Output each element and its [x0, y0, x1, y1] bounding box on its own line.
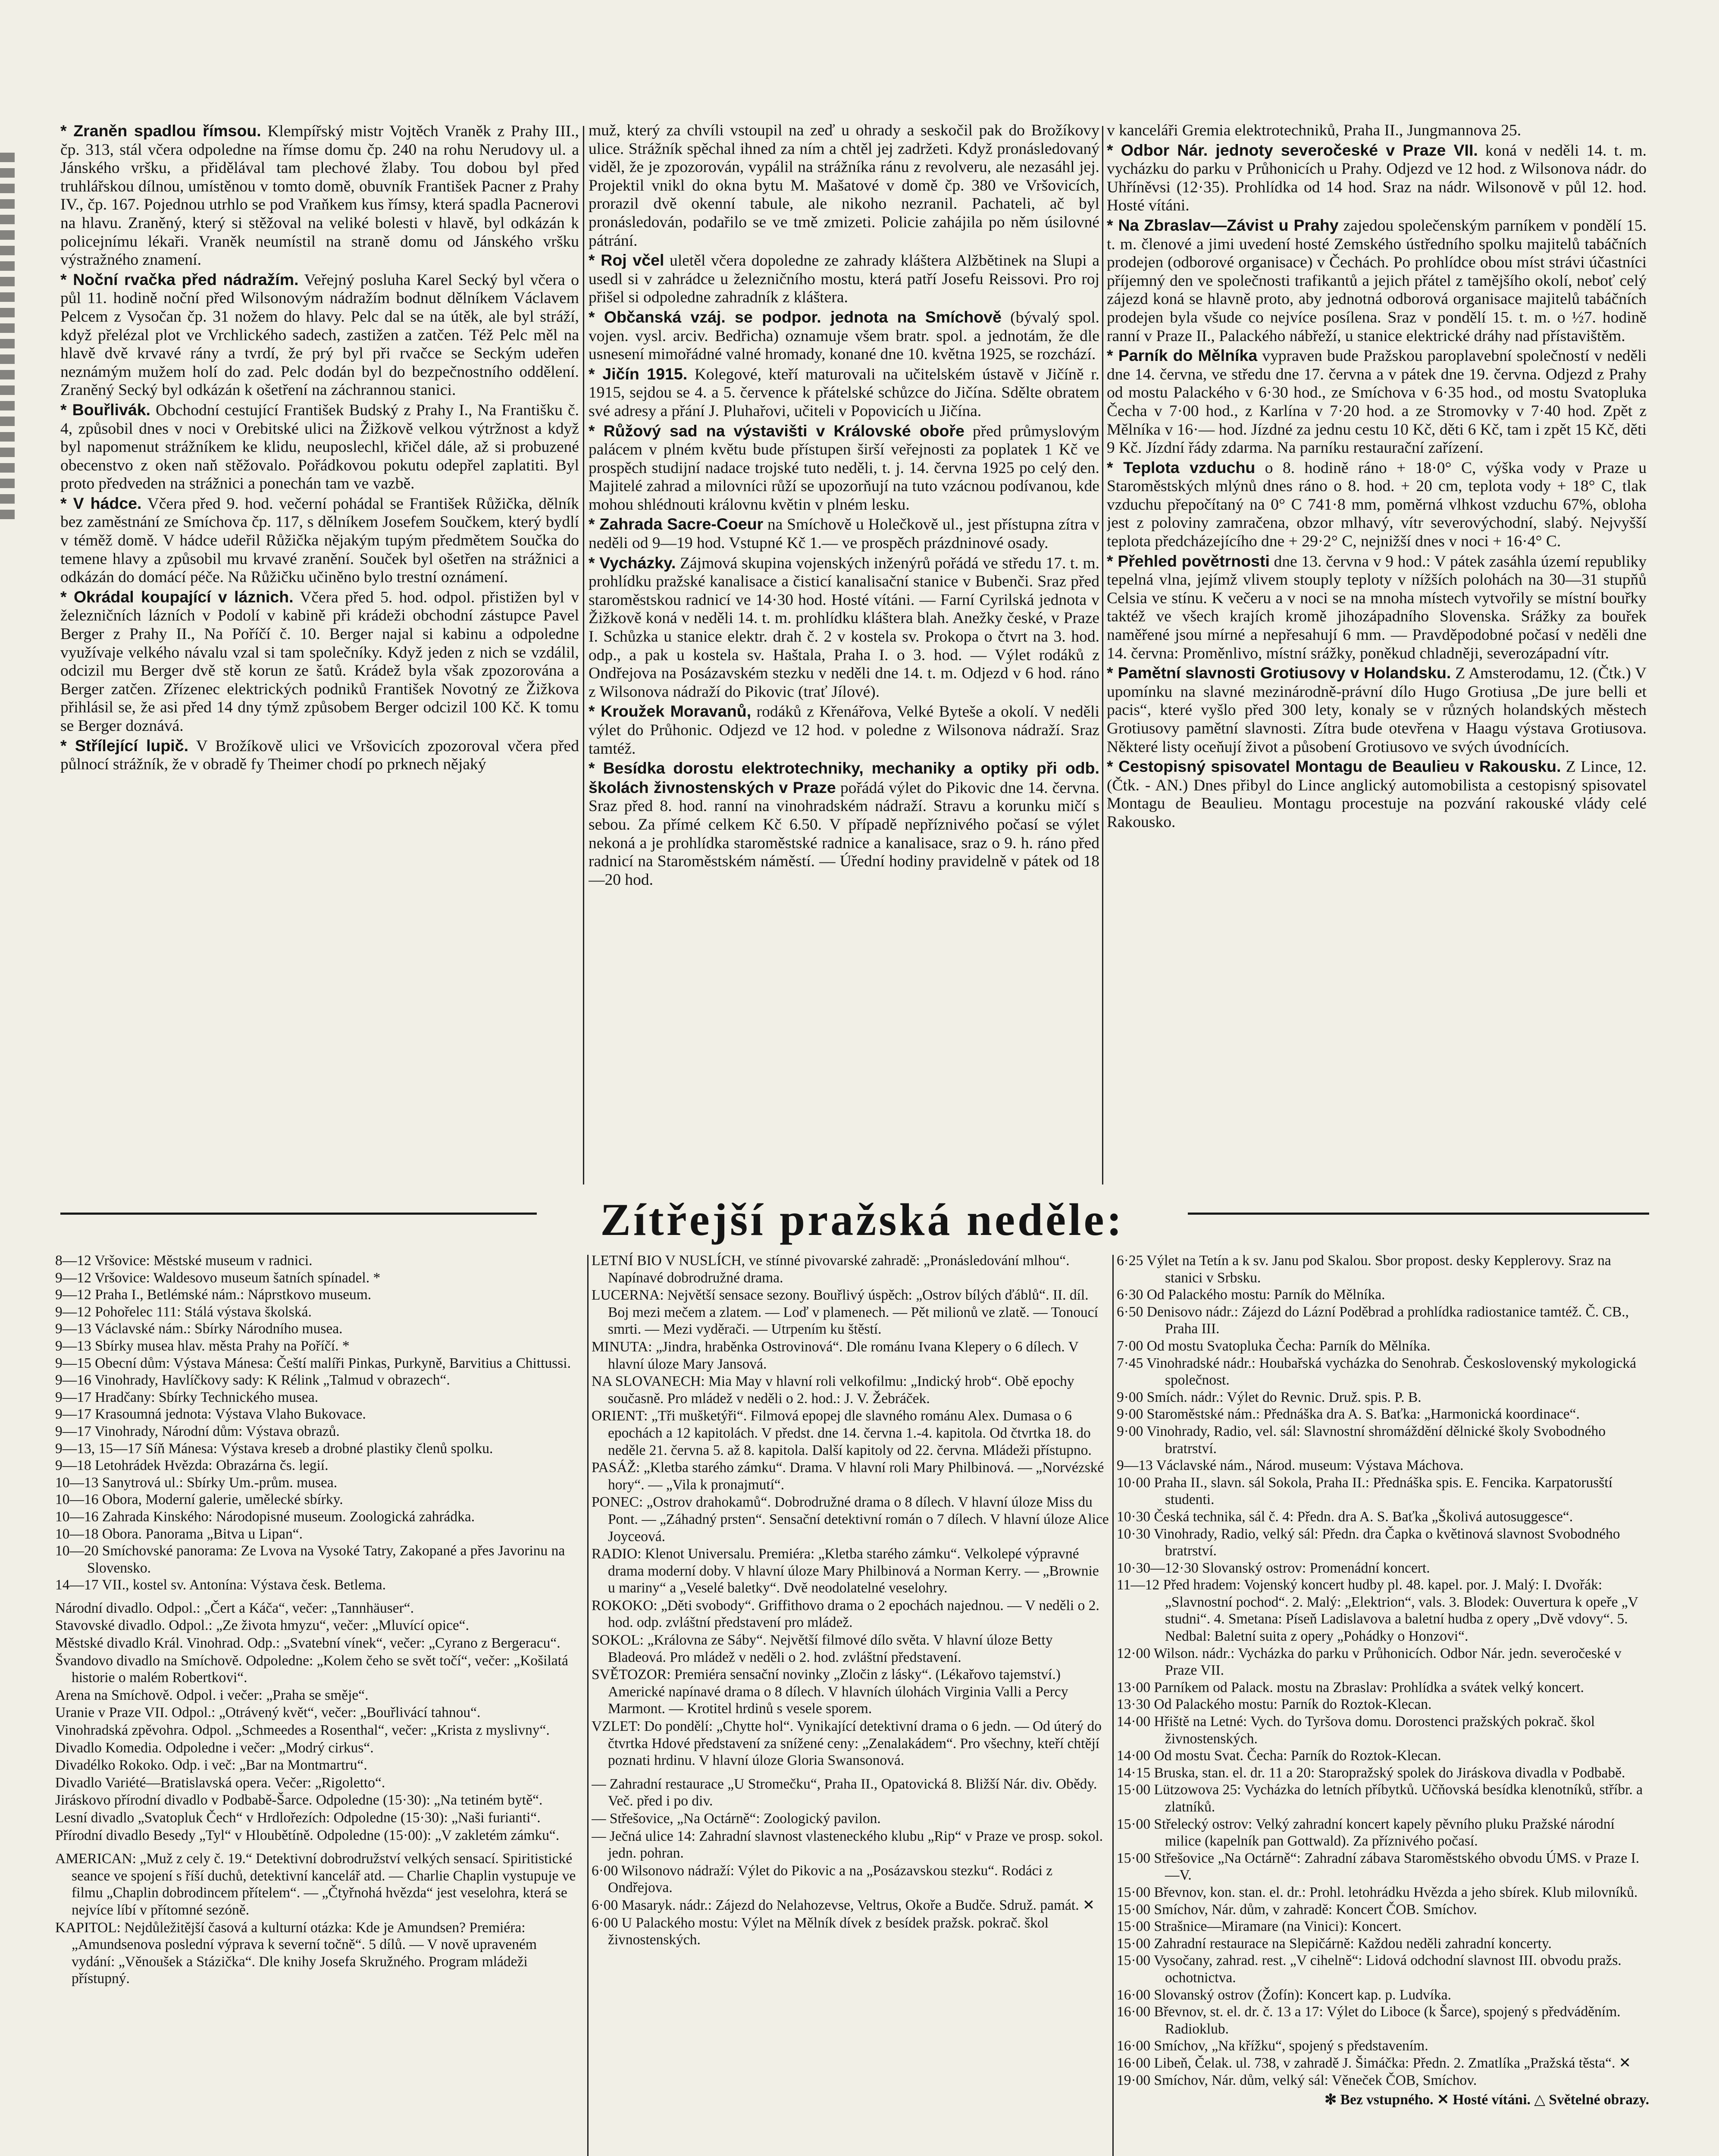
news-column-1	[60, 122, 579, 1185]
news-item-heading: * Teplota vzduchu	[1107, 458, 1256, 476]
cinema-entry: SVĚTOZOR: Premiéra sensační novinky „Zločin z lásky“. (Lékařovo tajemství.) Americké napínavé drama o 8 dílech. V hlavních úlohách Virginia Valli a Percy Marmont. — Krotitel hrdinů s vesele sporem.	[592, 1667, 1068, 1717]
news-item-body: Veřejný posluha Karel Secký byl včera o půl 11. hodině noční před Wilsonovým nádražím bodnut dělníkem Václavem Pelcem z Vysočan čp. 31 nožem do hlavy. Pelc dal se na útěk, ale byl stráží, když přelézal plot ve Vrchlického sadech, zastižen a zatčen. Též Pelc měl na hlavě dvě krvavé rány a tvrdí, že prý byl při rvačce se Seckým udeřen neznámým mužem holí do zad. Pelc dodán byl do bezpečnostního oddělení. Zraněný Secký byl odkázán k ošetření na záchrannou stanici.	[60, 271, 579, 399]
news-item	[589, 422, 1099, 514]
exhibition-entry: 9—17 Hradčany: Sbírky Technického musea.	[55, 1389, 319, 1405]
column-divider	[1112, 1255, 1114, 2156]
event-entry: 11—12 Před hradem: Vojenský koncert hudby pl. 48. kapel. por. J. Malý: I. Dvořák: „Slavnostní pochod“. 2. Malý: „Elektrion“, vals. 3. Blodek: Ouvertura k opeře „V studni“. 4. Smetana: Píseň Ladislavova a baletní hudba z opery „Dvě vdovy“. 5. Nedbal: Baletní suita z opery „Pohádky o Honzovi“.	[1117, 1577, 1638, 1645]
event-entry: 16·00 Slovanský ostrov (Žofín): Koncert kap. p. Ludvíka.	[1117, 1987, 1451, 2003]
news-item-body: zajedou společenským parníkem v pondělí 15. t. m. členové a jimi uvedení hosté Zemského ústředního spolku majitelů tabáčních prodejen (odborové organisace) v Čechách. Po prohlídce obou míst strávi účastníci příjemný den ve společnosti trafikantů a jejich přátel z tamějšího okolí, neboť celý zájezd koná se hlavně proto, aby jednotná odborová organisace majitelů tabáčních prodejen byla všude co nejvíce posílena. Sraz v pondělí 15. t. m. o ½7. hodině ranní v Praze II., Palackého nábřeží, u stanice elektrické dráhy nad přístavištěm.	[1107, 216, 1647, 345]
event-entry: 15·00 Strašnice—Miramare (na Vinici): Koncert.	[1117, 1918, 1402, 1935]
exhibition-entry: 9—16 Vinohrady, Havlíčkovy sady: K Rélink „Talmud v obrazech“.	[55, 1372, 450, 1388]
cinema-entry: ORIENT: „Tři mušketýři“. Filmová epopej dle slavného románu Alex. Dumasa o 6 epochách a 12 kapitolách. V předst. dne 14. června 1.-4. kapitola. Od čtvrtka 18. do neděle 21. června 5. až 8. kapitola. Další kapitoly od 22. června. Mládeži přístupno.	[592, 1408, 1092, 1458]
exhibition-entry: 9—17 Krasoumná jednota: Výstava Vlaho Bukovace.	[55, 1406, 366, 1423]
exhibition-entry: 10—13 Sanytrová ul.: Sbírky Um.-prům. musea.	[55, 1474, 338, 1491]
exhibition-entry: 8—12 Vršovice: Městské museum v radnici.	[55, 1253, 313, 1269]
theatre-entry: Divadlo Komedia. Odpoledne i večer: „Modrý cirkus“.	[55, 1739, 374, 1756]
cinema-entry: NA SLOVANECH: Mia May v hlavní roli velkofilmu: „Indický hrob“. Obě epochy současně. Pro mládež v neděli o 2. hod.: J. V. Žebráček.	[592, 1373, 1074, 1407]
news-item-heading: * Bouřlivák.	[60, 400, 150, 419]
cinema-entry: AMERICAN: „Muž z cely č. 19.“ Detektivní dobrodružství velkých sensací. Spiritistické seance ve spojení s říší duchů, detektivní kancelář atd. — Charlie Chaplin vystupuje ve filmu „Chaplin dobrodincem přítelem“. — „Čtyřnohá hvězda“ jest veselohra, která se nejvíce líbí v přítomné sezóně.	[55, 1851, 576, 1918]
column-divider	[587, 1255, 589, 2156]
theatre-entry: Stavovské divadlo. Odpol.: „Ze života hmyzu“, večer: „Mluvící opice“.	[55, 1617, 470, 1634]
cinema-entry: LETNÍ BIO V NUSLÍCH, ve stínné pivovarské zahradě: „Pronásledování mlhou“. Napínavé dobrodružné drama.	[592, 1253, 1070, 1286]
event-entry: 15·00 Střelecký ostrov: Velký zahradní koncert kapely pěvního pluku Pražské národní milice (kapelník pan Gottwald). Za příznivého počasí.	[1117, 1816, 1615, 1849]
news-item-heading: * Kroužek Moravanů,	[589, 702, 751, 721]
news-item-body: muž, který za chvíli vstoupil na zeď u ohrady a seskočil pak do Brožíkovy ulice. Strážník spěchal ihned za ním a chtěl jej zadržeti. Když pronásledovaný viděl, že je zpozorován, vypálil na strážníka ránu z revolveru, ale nezasáhl jej. Projektil vnikl do okna bytu M. Mašatové v domě čp. 380 ve Vršovicích, prorazil dvě okenní tabule, ale nikoho nezranil. Pachateli, ač byl pronásledován, podařilo se ve tmě zmizeti. Policie zahájila po něm úsilovné pátrání.	[589, 122, 1099, 250]
cinema-entry: PONEC: „Ostrov drahokamů“. Dobrodružné drama o 8 dílech. V hlavní úloze Miss du Pont. — „Záhadný prsten“. Sensační detektivní román o 7 dílech. V hlavní úloze Alice Joyceová.	[592, 1494, 1109, 1545]
news-item-heading: * Odbor Nár. jednoty severočeské v Praze VII.	[1107, 141, 1478, 159]
calendar-column-3	[1117, 1252, 1649, 2156]
event-entry: 12·00 Wilson. nádr.: Vycházka do parku v Průhonicích. Odbor Nár. jedn. severočeské v Praze VII.	[1117, 1645, 1622, 1679]
news-item-body: V Brožíkově ulici ve Vršovicích zpozoroval včera před půlnocí strážník, že v obradě fy Theimer chodí po prknech nějaký	[60, 737, 579, 774]
event-entry: 15·00 Břevnov, kon. stan. el. dr.: Prohl. letohrádku Hvězda a jeho sbírek. Klub milovníků.	[1117, 1884, 1638, 1900]
cinema-entry: PASÁŽ: „Kletba starého zámku“. Drama. V hlavní roli Mary Philbinová. — „Norvézské hory“. — „Vila k pronajmutí“.	[592, 1460, 1104, 1493]
theatre-entry: Lesní divadlo „Svatopluk Čech“ v Hrdlořezích: Odpoledne (15·30): „Naši furianti“.	[55, 1810, 541, 1826]
event-entry: 7·45 Vinohradské nádr.: Houbařská vycházka do Senohrab. Československý mykologická společnost.	[1117, 1355, 1636, 1388]
event-entry: — Zahradní restaurace „U Stromečku“, Praha II., Opatovická 8. Bližší Nár. div. Obědy. Več. před i po div.	[592, 1776, 1097, 1809]
theatre-entry: Národní divadlo. Odpol.: „Čert a Káča“, večer: „Tannhäuser“.	[55, 1600, 414, 1616]
news-item	[1107, 552, 1647, 663]
news-item-body: pořádá výlet do Pikovic dne 14. června. Sraz před 8. hod. ranní na vinohradském nádraží. Stravu a korunku mičí s sebou. Za přímé celkem Kč 6.50. V případě nepříznivého počasí se výlet nekoná a je prohlídka staroměstské radnice a kanalisace, sraz o 9. h. ráno před radnicí na Staroměstském náměstí. — Úřední hodiny pravidelně v pátek od 18—20 hod.	[589, 779, 1099, 889]
calendar-column-1	[55, 1252, 583, 2156]
event-entry: 16·00 Břevnov, st. el. dr. č. 13 a 17: Výlet do Liboce (k Šarce), spojený s předváděním. Radioklub.	[1117, 2004, 1621, 2037]
news-item	[60, 270, 579, 400]
column-divider	[583, 126, 584, 1185]
news-item-body: dne 13. června v 9 hod.: V pátek zasáhla území republiky tepelná vlna, jejímž vlivem stouply teploty v nížších polohách na 30—31 stupňů Celsia ve stínu. K večeru a v noci se na mnoha místech vytvořily se místní bouřky taktéž ve všech krajích kromě jihozápadního Slovenska. Srážky za bouřek naměřené jsou mírné a nepřesahují 6 mm. — Pravděpodobné počasí v neděli dne 14. června: Proměnlivo, místní srážky, poněkud chladněji, severozápadní vítr.	[1107, 552, 1647, 662]
news-item	[1107, 141, 1647, 215]
news-item	[1107, 346, 1647, 458]
news-item	[589, 251, 1099, 307]
event-entry: 15·00 Lützowova 25: Vycházka do letních příbytků. Učňovská besídka klenotníků, stříbr. a zlatníků.	[1117, 1782, 1643, 1815]
event-entry: 10·30—12·30 Slovanský ostrov: Promenádní koncert.	[1117, 1560, 1430, 1576]
exhibition-entry: 10—16 Obora, Moderní galerie, umělecké sbírky.	[55, 1492, 343, 1508]
theatre-entry: Uranie v Praze VII. Odpol.: „Otrávený květ“, večer: „Bouřlivácí tahnou“.	[55, 1705, 481, 1721]
exhibition-entry: 9—17 Vinohrady, Národní dům: Výstava obrazů.	[55, 1423, 340, 1439]
symbol-legend: ✻ Bez vstupného. ✕ Hosté vítáni. △ Světelné obrazy.	[1324, 2092, 1649, 2108]
exhibition-entry: 9—15 Obecní dům: Výstava Mánesa: Čeští malíři Pinkas, Purkyně, Barvitius a Chittussi.	[55, 1355, 571, 1371]
news-item-heading: * V hádce.	[60, 494, 142, 512]
cinema-entry: MINUTA: „Jindra, hraběnka Ostrovinová“. Dle románu Ivana Klepery o 6 dílech. V hlavní úloze Mary Jansová.	[592, 1338, 1079, 1372]
event-entry: 19·00 Smíchov, Nár. dům, velký sál: Věneček ČOB, Smíchov.	[1117, 2072, 1477, 2088]
event-entry: 9—13 Václavské nám., Národ. museum: Výstava Máchova.	[1117, 1457, 1464, 1474]
news-item-heading: * Okrádal koupající v láznich.	[60, 587, 294, 606]
event-entry: 10·30 Vinohrady, Radio, velký sál: Předn. dra Čapka o květinová slavnost Svobodného bratrství.	[1117, 1526, 1620, 1559]
spacer	[55, 1594, 583, 1600]
event-entry: 10·00 Praha II., slavn. sál Sokola, Praha II.: Přednáška spis. E. Fencika. Karpatorusští studenti.	[1117, 1474, 1613, 1508]
news-item	[589, 122, 1099, 250]
news-item-heading: * Střílející lupič.	[60, 736, 189, 755]
event-entry: 6·30 Od Palackého mostu: Parník do Mělníka.	[1117, 1287, 1385, 1303]
event-entry: 16·00 Smíchov, „Na křížku“, spojený s představením.	[1117, 2038, 1428, 2054]
news-item-heading: * Parník do Mělníka	[1107, 346, 1258, 365]
news-item-heading: * Vycházky.	[589, 553, 676, 572]
news-item-body: Z Amsterodamu, 12. (Čtk.) V upomínku na slavné mezinárodně-právní dílo Hugo Grotiusa „De jure belli et pacis“, které vyšlo před 300 lety, konaly se v různých holandských městech Grotiusovy pamětní slavnosti. Zítra bude otevřena v Haagu výstava Grotiusova. Některé listy oceňují život a působení Grotiusovo ve svých úvodnících.	[1107, 664, 1647, 756]
cinema-entry: VZLET: Do pondělí: „Chytte hol“. Vynikající detektivní drama o 6 jedn. — Od úterý do čtvrtka Hdové představení za snížené ceny: „Zenalakádem“. Pro všechny, kteří chtějí poznati hrdinu. V hlavní úloze Gloria Swansonová.	[592, 1718, 1102, 1769]
event-entry: 14·00 Od mostu Svat. Čecha: Parník do Roztok-Klecan.	[1117, 1748, 1441, 1764]
event-entry: 9·00 Staroměstské nám.: Přednáška dra A. S. Baťka: „Harmonická koordinace“.	[1117, 1406, 1580, 1423]
calendar-column-2	[592, 1252, 1109, 2156]
page-edge-marks	[0, 147, 15, 664]
news-item-body: o 8. hodině ráno + 18·0° C, výška vody v Praze u Staroměstských mlýnů dnes ráno o 8. hod. + 20 cm, teplota vody + 18° C, tlak vzduchu přepočítaný na 0° C 741·8 mm, poměrná vlhkost vzduchu 67%, obloha jest z poloviny zamračena, obzor mlhavý, vítr severovýchodní, slabý. Nejvyšší teplota předcházejícího dne + 29·2° C, nejnižší dnes v noci + 16·4° C.	[1107, 459, 1647, 551]
event-entry: 6·00 Wilsonovo nádraží: Výlet do Pikovic a na „Posázavskou stezku“. Rodáci z Ondřejova.	[592, 1862, 1053, 1896]
news-item-heading: * Besídka dorostu elektrotechniky, mechaniky a optiky při odb. školách živnostenských v Praze	[589, 759, 1099, 796]
section-rule-right	[1188, 1213, 1649, 1215]
news-item-body: Z Lince, 12. (Čtk. - AN.) Dnes přibyl do Lince anglický automobilista a cestopisný spisovatel Montagu de Beaulieu. Montagu procestuje na pozvání rakouské vlády celé Rakousko.	[1107, 758, 1647, 831]
event-entry: 9·00 Vinohrady, Radio, vel. sál: Slavnostní shromáždění dělnické školy Svobodného bratrství.	[1117, 1423, 1606, 1457]
news-item	[60, 588, 579, 736]
exhibition-entry: 9—13 Václavské nám.: Sbírky Národního musea.	[55, 1321, 343, 1337]
spacer	[55, 1844, 583, 1850]
news-item-heading: * Přehled povětrnosti	[1107, 552, 1270, 570]
page-title: Zítřejší pražská neděle:	[600, 1194, 1124, 1245]
news-item	[1107, 458, 1647, 551]
news-column-2	[589, 122, 1099, 1185]
event-entry: 6·25 Výlet na Tetín a k sv. Janu pod Skalou. Sbor propost. desky Kepplerovy. Sraz na stanici v Srbsku.	[1117, 1253, 1611, 1286]
news-item	[60, 736, 579, 774]
news-item	[589, 365, 1099, 421]
event-entry: 9·00 Smích. nádr.: Výlet do Revnic. Druž. spis. P. B.	[1117, 1389, 1422, 1405]
news-item-heading: * Roj včel	[589, 251, 664, 270]
event-entry: 15·00 Smíchov, Nár. dům, v zahradě: Koncert ČOB. Smíchov.	[1117, 1901, 1477, 1918]
event-entry: 13·00 Parníkem od Palack. mostu na Zbraslav: Prohlídka a svátek velký koncert.	[1117, 1679, 1584, 1695]
news-item-body: před průmyslovým palácem v plném květu bude přístupen širší veřejnosti za poplatek 1 Kč ve prospěch studijní nadace trojské tuto neděli, t. j. 14. června 1925 po celý den. Majitelé zahrad a milovníci růží se upozorňují na tuto vzácnou podívanou, kde mohou shlédnouti královnu květin v plném lesku.	[589, 422, 1099, 514]
news-item-heading: * Jičín 1915.	[589, 364, 688, 383]
news-item-body: Klempířský mistr Vojtěch Vraněk z Prahy III., čp. 313, stál včera odpoledne na římse domu čp. 240 na rohu Nerudovy ul. a Jánského vršku, a přidělával tam plechové žlaby. Tou dobou byl před truhlářskou dílnou, umístěnou v tomto domě, obuvník František Pacner z Prahy IV., čp. 167. Pojednou utrhlo se pod Vraňkem kus římsy, která spadla Pacnerovi na hlavu. Zraněný, který si stěžoval na veliké bolesti v hlavě, byl odkázán k policejnímu lékaři. Vraněk neumístil na straně domu od Jánského vršku výstražného znamení.	[60, 122, 579, 269]
news-item-body: na Smíchově u Holečkově ul., jest přístupna zítra v neděli od 9—19 hod. Vstupné Kč 1.— ve prospěch prázdninové osady.	[589, 516, 1099, 552]
column-divider	[1102, 126, 1103, 1185]
cinema-entry: RADIO: Klenot Universalu. Premiéra: „Kletba starého zámku“. Velkolepé výpravné drama moderní doby. V hlavní úloze Mary Philbinová a Norman Kerry. — „Brownie u mariny“ a „Veselé baletky“. Dvě neodolatelné veselohry.	[592, 1546, 1099, 1596]
news-column-3	[1107, 122, 1647, 1185]
news-item	[589, 759, 1099, 889]
news-item	[589, 554, 1099, 702]
news-item-body: Obchodní cestující František Budský z Prahy I., Na Františku č. 4, způsobil dnes v noci v Orebitské ulici na Žižkově velkou výtržnost a když byl napomenut strážníkem ke klidu, neuposlechl, křičel dále, až si probuzené obecenstvo z oken naň stěžovalo. Pořádkovou pokutu odepřel zaplatiti. Byl proto předveden na strážnici a ponechán tam ve vazbě.	[60, 401, 579, 493]
exhibition-entry: 9—12 Vršovice: Waldesovo museum šatních spínadel. *	[55, 1269, 381, 1286]
event-entry: — Střešovice, „Na Octárně“: Zoologický pavilon.	[592, 1811, 881, 1827]
exhibition-entry: 9—12 Praha I., Betlémské nám.: Náprstkovo museum.	[55, 1287, 372, 1303]
news-item-body: Kolegové, kteří maturovali na učitelském ústavě v Jičíně r. 1915, sejdou se 4. a 5. července k přátelské schůzce do Jičína. Sdělte obratem své adresy a přání J. Pluhařovi, učiteli v Popovicích u Jičína.	[589, 365, 1099, 420]
news-item-body: Zájmová skupina vojenských inženýrů pořádá ve středu 17. t. m. prohlídku pražské kanalisace a čisticí kanalisační stanice v Bubenči. Sraz před staroměstskou radnicí ve 14·30 hod. Hosté vítáni. — Farní Cyrilská jednota v Žižkově koná v neděli 14. t. m. prohlídku kláštera blah. Anežky české, v Praze I. Schůzka u stanice elektr. drah č. 2 v kostela sv. Prokopa o čtvrt na 3. hod. odp., a pak u kostela sv. Haštala, Praha I. o 3. hod. — Výlet rodáků z Ondřejova na Posázavském stezku v neděli dne 14. t. m. Odjezd v 6 hod. ráno z Wilsonova nádraží do Pikovic (trať Jílové).	[589, 554, 1099, 701]
news-item	[589, 308, 1099, 364]
news-item	[1107, 122, 1647, 140]
event-entry: 6·50 Denisovo nádr.: Zájezd do Lázní Poděbrad a prohlídka radiostanice tamtéž. Č. CB., Praha III.	[1117, 1304, 1629, 1337]
event-entry: 6·00 Masaryk. nádr.: Zájezd do Nelahozevse, Veltrus, Okoře a Budče. Sdruž. památ. ✕	[592, 1897, 1095, 1913]
event-entry: 6·00 U Palackého mostu: Výlet na Mělník dívek z besídek pražsk. pokrač. škol živnostenských.	[592, 1915, 1049, 1948]
news-item-heading: * Zahrada Sacre-Coeur	[589, 515, 764, 533]
news-item-body: rodáků z Křenářova, Velké Byteše a okolí. V neděli výlet do Průhonic. Odjezd ve 12 hod. v poledne z Wilsonova nádraží. Sraz tamtéž.	[589, 703, 1099, 758]
section-rule-left	[60, 1213, 537, 1215]
news-item	[60, 401, 579, 493]
exhibition-entry: 14—17 VII., kostel sv. Antonína: Výstava česk. Betlema.	[55, 1577, 386, 1593]
news-item-heading: * Růžový sad na výstavišti v Královské oboře	[589, 421, 964, 440]
news-item	[1107, 664, 1647, 756]
event-entry: 14·15 Bruska, stan. el. dr. 11 a 20: Staropražský spolek do Jiráskova divadla v Podbabě.	[1117, 1764, 1625, 1781]
news-item	[1107, 757, 1647, 831]
news-item-heading: * Pamětní slavnosti Grotiusovy v Holandsku.	[1107, 664, 1451, 682]
news-item	[589, 702, 1099, 758]
event-entry: 15·00 Střešovice „Na Octárně“: Zahradní zábava Staroměstského obvodu ÚMS. v Praze I.—V.	[1117, 1850, 1640, 1883]
cinema-entry: SOKOL: „Královna ze Sáby“. Největší filmové dílo světa. V hlavní úloze Betty Bladeová. Pro mládež v neděli o 2. hod. zvláštní představení.	[592, 1632, 1053, 1665]
news-item-heading: * Cestopisný spisovatel Montagu de Beaulieu v Rakousku.	[1107, 757, 1561, 776]
exhibition-entry: 9—12 Pohořelec 111: Stálá výstava školská.	[55, 1304, 312, 1320]
theatre-entry: Přírodní divadlo Besedy „Tyl“ v Hloubětíně. Odpoledne (15·00): „V zakletém zámku“.	[55, 1827, 560, 1843]
theatre-entry: Švandovo divadlo na Smíchově. Odpoledne: „Kolem čeho se svět točí“, večer: „Košilatá historie o malém Robertkovi“.	[55, 1652, 568, 1686]
event-entry: — Ječná ulice 14: Zahradní slavnost vlasteneckého klubu „Rip“ v Praze ve prosp. sokol. jedn. pohran.	[592, 1828, 1103, 1861]
news-item	[60, 122, 579, 270]
event-entry: 16·00 Libeň, Čelak. ul. 738, v zahradě J. Šimáčka: Předn. 2. Zmatlíka „Pražská těsta“. ✕	[1117, 2055, 1631, 2071]
news-item	[60, 494, 579, 587]
cinema-entry: LUCERNA: Největší sensace sezony. Bouřlivý úspěch: „Ostrov bílých ďáblů“. II. díl. Boj mezi mečem a zlatem. — Loď v plamenech. — Pět milionů ve zlatě. — Tonoucí smrti. — Mezi vyděrači. — Utrpením ku štěstí.	[592, 1287, 1098, 1338]
exhibition-entry: 10—18 Obora. Panorama „Bitva u Lipan“.	[55, 1526, 303, 1542]
news-item-heading: * Noční rvačka před nádražím.	[60, 270, 299, 288]
spacer	[592, 1770, 1109, 1776]
event-entry: 15·00 Zahradní restaurace na Slepičárně: Každou neděli zahradní koncerty.	[1117, 1935, 1552, 1952]
theatre-entry: Divadlo Variété—Bratislavská opera. Večer: „Rigoletto“.	[55, 1774, 385, 1791]
theatre-entry: Městské divadlo Král. Vinohrad. Odp.: „Svatební vínek“, večer: „Cyrano z Bergeracu“.	[55, 1635, 560, 1651]
news-item-body: Včera před 9. hod. večerní pohádal se František Růžička, dělník bez zaměstnání ze Smíchova čp. 117, s dělníkem Josefem Součkem, který bydlí v téměž domě. V hádce udeřil Růžička nějakým tupým předmětem Součka do temene hlavy a způsobil mu krvavé zranění. Souček byl ošetřen na strážnici a odkázán do domácí péče. Na Růžičku učiněno bylo trestní oznámení.	[60, 495, 579, 586]
cinema-entry: KAPITOL: Nejdůležitější časová a kulturní otázka: Kde je Amundsen? Premiéra: „Amundsenova poslední výprava k severní točně“. 5 dílů. — V nově upraveném vydání: „Věnoušek a Stázička“. Dle knihy Josefa Skružného. Program mládeži přístupný.	[55, 1919, 537, 1987]
theatre-entry: Vinohradská zpěvohra. Odpol. „Schmeedes a Rosenthal“, večer: „Krista z myslivny“.	[55, 1722, 550, 1739]
event-entry: 13·30 Od Palackého mostu: Parník do Roztok-Klecan.	[1117, 1696, 1432, 1713]
theatre-entry: Arena na Smíchově. Odpol. i večer: „Praha se směje“.	[55, 1687, 369, 1703]
event-entry: 10·30 Česká technika, sál č. 4: Předn. dra A. S. Baťka „Školivá autosuggesce“.	[1117, 1508, 1573, 1525]
news-item-body: Včera před 5. hod. odpol. přistižen byl v železničních lázních v Podolí v kabině při krádeži obchodní zástupce Pavel Berger z Prahy II., Na Poříčí č. 10. Berger najal si kabinu a odpoledne využívaje velkého návalu vzal si tam společníky. Když jeden z nich se vzdálil, odcizil mu Berger dvě stě korun ze šatů. Krádež byla však zpozorována a Berger zatčen. Zřízenec elektrických podniků František Novotný ze Žižkova přihlásil se, že asi před 14 dny týmž způsobem Berger odcizil 100 Kč. K tomu se Berger doznává.	[60, 588, 579, 735]
news-item-body: koná v neděli 14. t. m. vycházku do parku v Průhonicích u Prahy. Odjezd ve 12 hod. z Wilsonova nádr. do Uhříněvsi (12·35). Prohlídka od 14 hod. Sraz na nádr. Wilsonově v půl 12. hod. Hosté vítáni.	[1107, 141, 1647, 215]
news-item	[589, 515, 1099, 552]
theatre-entry: Jiráskovo přírodní divadlo v Podbabě-Šarce. Odpoledne (15·30): „Na tetiném bytě“.	[55, 1792, 543, 1808]
exhibition-entry: 9—18 Letohrádek Hvězda: Obrazárna čs. legií.	[55, 1457, 329, 1474]
news-item-heading: * Zraněn spadlou římsou.	[60, 122, 261, 140]
exhibition-entry: 10—16 Zahrada Kinského: Národopisné museum. Zoologická zahrádka.	[55, 1508, 475, 1525]
exhibition-entry: 9—13, 15—17 Síň Mánesa: Výstava kreseb a drobné plastiky členů spolku.	[55, 1440, 493, 1457]
event-entry: 14·00 Hřiště na Letné: Vych. do Tyršova domu. Dorostenci pražských pokrač. škol živnostenských.	[1117, 1714, 1595, 1747]
news-item	[1107, 216, 1647, 345]
news-item-body: (bývalý spol. vojen. vysl. arciv. Bedřicha) oznamuje všem bratr. spol. a jednotám, že dle usnesení mimořádné valné hromady, konané dne 10. května 1925, se rozchází.	[589, 308, 1099, 364]
exhibition-entry: 9—13 Sbírky musea hlav. města Prahy na Poříčí. *	[55, 1338, 350, 1354]
event-entry: 7·00 Od mostu Svatopluka Čecha: Parník do Mělníka.	[1117, 1338, 1431, 1354]
event-entry: 15·00 Vysočany, zahrad. rest. „V cihelně“: Lidová odchodní slavnost III. obvodu pražs. ochotnictva.	[1117, 1952, 1622, 1986]
news-item-heading: * Na Zbraslav—Závist u Prahy	[1107, 216, 1339, 234]
news-item-body: vypraven bude Pražskou paroplavební společností v neděli dne 14. června, ve středu dne 17. června a v pátek dne 19. června. Odjezd z Prahy od mostu Palackého v 6·30 hod., ze Smíchova v 6·35 hod., od mostu Svatopluka Čecha v 7·00 hod., z Karlína v 7·20 hod. a ze Stromovky v 7·40 hod. Zpět z Mělníka v 16·— hod. Jízdné za jednu cestu 10 Kč, děti 6 Kč, tam i zpět 15 Kč, děti 9 Kč. Jízdní řády zdarma. Na parníku restaurační zařízení.	[1107, 347, 1647, 457]
exhibition-entry: 10—20 Smíchovské panorama: Ze Lvova na Vysoké Tatry, Zakopané a přes Javorinu na Slovensko.	[55, 1543, 565, 1576]
news-item-heading: * Občanská vzáj. se podpor. jednota na Smíchově	[589, 307, 1002, 326]
news-item-body: uletěl včera dopoledne ze zahrady kláštera Alžbětinek na Slupi a usedl si v zahrádce u železničního mostu, která patří Josefu Reissovi. Pro roj přišel si odpoledne zahradník z kláštera.	[589, 252, 1099, 307]
theatre-entry: Divadélko Rokoko. Odp. i več: „Bar na Montmartru“.	[55, 1757, 367, 1774]
news-item-body: v kanceláři Gremia elektrotechniků, Praha II., Jungmannova 25.	[1107, 122, 1522, 139]
cinema-entry: ROKOKO: „Děti svobody“. Griffithovo drama o 2 epochách najednou. — V neděli o 2. hod. odp. zvláštní představení pro mládež.	[592, 1597, 1099, 1631]
